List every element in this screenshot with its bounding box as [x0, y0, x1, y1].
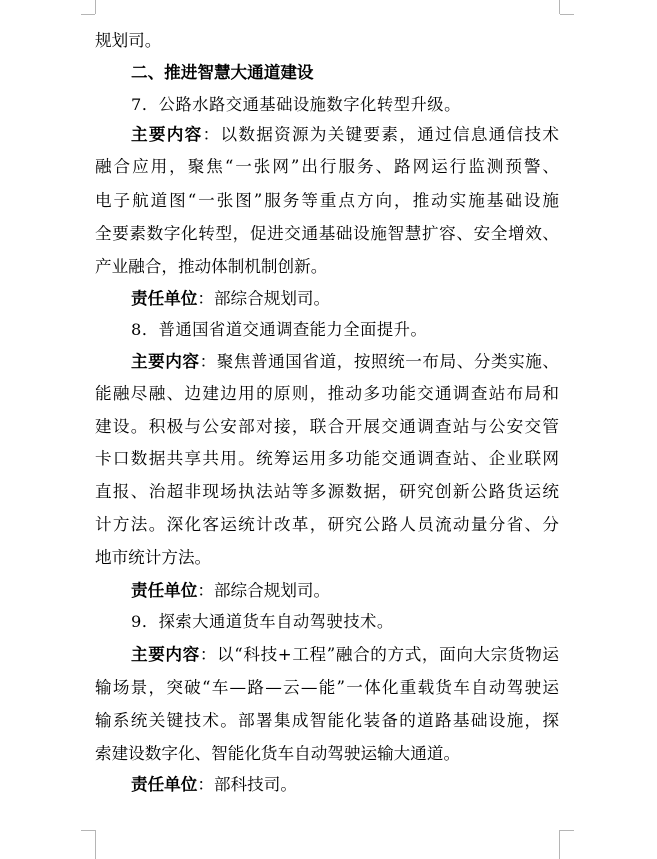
content-line: 主要内容：以“科技+工程”融合的方式，面向大宗货物运 [131, 645, 560, 664]
content-line: 输场景，突破“车—路—云—能”一体化重载货车自动驾驶运 [95, 678, 559, 697]
section-heading: 二、推进智慧大通道建设 [131, 63, 314, 82]
content-label: 主要内容 [131, 645, 200, 664]
content-line: 全要素数字化转型，促进交通基础设施智慧扩容、安全增效、 [95, 224, 559, 243]
item-title: 8．普通国省道交通调查能力全面提升。 [131, 320, 428, 339]
crop-mark [81, 14, 95, 15]
paragraph-line: 规划司。 [95, 31, 162, 50]
crop-mark [559, 830, 560, 859]
crop-mark [559, 0, 560, 14]
responsible-label: 责任单位 [131, 581, 198, 600]
responsible-unit: 责任单位：部综合规划司。 [131, 289, 331, 308]
content-line: 融合应用，聚焦“一张网”出行服务、路网运行监测预警、 [95, 157, 559, 176]
responsible-label: 责任单位 [131, 289, 198, 308]
content-line: 主要内容：以数据资源为关键要素，通过信息通信技术 [131, 125, 560, 144]
item-title: 7．公路水路交通基础设施数字化转型升级。 [131, 95, 461, 114]
crop-mark [81, 830, 95, 831]
content-line: 输系统关键技术。部署集成智能化装备的道路基础设施，探 [95, 711, 559, 730]
crop-mark [95, 0, 96, 14]
responsible-unit: 责任单位：部综合规划司。 [131, 581, 331, 600]
content-line: 卡口数据共享共用。统筹运用多功能交通调查站、企业联网 [95, 449, 559, 468]
content-line: 电子航道图“一张图”服务等重点方向，推动实施基础设施 [95, 191, 559, 210]
content-line: 能融尽融、边建边用的原则，推动多功能交通调查站布局和 [95, 384, 559, 403]
content-line: 建设。积极与公安部对接，联合开展交通调查站与公安交管 [95, 417, 559, 436]
content-line: 地市统计方法。 [95, 548, 212, 567]
crop-mark [95, 830, 96, 859]
content-label: 主要内容 [131, 125, 203, 144]
content-line: 直报、治超非现场执法站等多源数据，研究创新公路货运统 [95, 482, 559, 501]
crop-mark [560, 830, 574, 831]
content-line: 计方法。深化客运统计改革，研究公路人员流动量分省、分 [95, 515, 559, 534]
content-line: 产业融合，推动体制机制创新。 [95, 257, 328, 276]
item-title: 9．探索大通道货车自动驾驶技术。 [131, 612, 394, 631]
content-line: 主要内容：聚焦普通国省道，按照统一布局、分类实施、 [131, 352, 560, 371]
content-line: 索建设数字化、智能化货车自动驾驶运输大通道。 [95, 744, 461, 763]
crop-mark [560, 14, 574, 15]
responsible-label: 责任单位 [131, 775, 198, 794]
content-label: 主要内容 [131, 352, 200, 371]
responsible-unit: 责任单位：部科技司。 [131, 775, 297, 794]
